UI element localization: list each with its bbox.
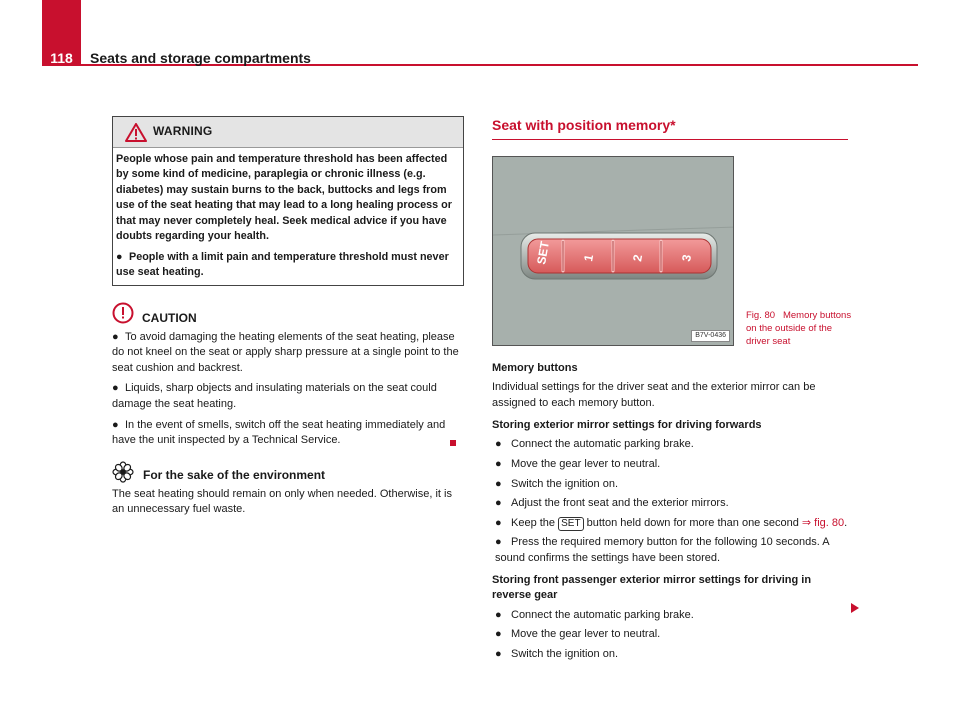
storing-step: ● Move the gear lever to neutral. — [495, 457, 661, 470]
caution-title: CAUTION — [142, 310, 197, 325]
storing-step-text: Switch the ignition on. — [511, 477, 619, 490]
figure-code: B7V-0436 — [691, 330, 730, 342]
figure-caption — [746, 310, 856, 348]
warning-body — [113, 148, 463, 285]
caution-item-text: In the event of smells, switch off the seat heating immediately and have the unit inspected by a Technical Service. — [112, 418, 446, 447]
storing-step-press: ● Press the required memory button for the following 10 seconds. A sound confirms the settings have been stored. — [495, 536, 829, 564]
storing-step: ● Switch the ignition on. — [495, 477, 619, 490]
press-text: Press the required memory button for the following 10 seconds. A sound confirms the settings have been stored. — [495, 536, 829, 564]
continue-arrow-icon — [851, 603, 859, 613]
page-number: 118 — [42, 0, 81, 66]
set-button-label: SET — [534, 239, 553, 266]
reverse-step-text: Switch the ignition on. — [511, 648, 619, 661]
storing-step: ● Connect the automatic parking brake. — [495, 438, 694, 451]
reverse-step: ● Switch the ignition on. — [495, 648, 619, 661]
keep-text-end: . — [844, 516, 848, 529]
storing-step-text: Move the gear lever to neutral. — [511, 457, 661, 470]
memory-buttons-figure — [492, 156, 734, 346]
keep-text-pre: Keep the — [511, 516, 556, 529]
warning-triangle-icon — [125, 123, 147, 142]
keep-text-post: button held down for more than one second — [586, 516, 799, 529]
page-header — [42, 0, 918, 66]
memory-button-3-label: 3 — [679, 253, 695, 263]
caution-header — [112, 300, 464, 327]
memory-button-1-label: 1 — [581, 253, 597, 263]
left-column — [112, 116, 464, 518]
storing-step-text: Adjust the front seat and the exterior mirrors. — [511, 497, 729, 510]
warning-box — [112, 116, 464, 286]
figure-caption-label: Fig. 80 — [746, 309, 776, 321]
memory-buttons-illustration — [493, 157, 734, 346]
warning-paragraph: People whose pain and temperature threshold has been affected by some kind of medicine, paraplegia or chronic illness (e.g. diabetes) may sustain burns to the back, buttocks and legs from use of the seat heating that may lead to a long healing process or that may never completely heal. Seek medical advice if you have doubts regarding your health. — [116, 153, 452, 243]
reverse-step: ● Move the gear lever to neutral. — [495, 628, 661, 641]
warning-bullet-text: People with a limit pain and temperature threshold must never use seat heating. — [116, 250, 449, 279]
reverse-step: ● Connect the automatic parking brake. — [495, 608, 694, 621]
warning-bullet — [116, 250, 459, 281]
caution-exclamation-icon — [112, 302, 134, 324]
chapter-title: Seats and storage compartments — [90, 50, 311, 66]
caution-item-text: To avoid damaging the heating elements of the seat heating, please do not kneel on the seat or apply sharp pressure at a single point to the seat cushion and backrest. — [112, 330, 459, 374]
memory-button-2-label: 2 — [630, 253, 646, 263]
figure-area — [492, 156, 850, 346]
reverse-heading: Storing front passenger exterior mirror settings for driving in reverse gear — [492, 573, 812, 602]
reverse-step-text: Move the gear lever to neutral. — [511, 628, 661, 641]
environment-text: The seat heating should remain on only when needed. Otherwise, it is an unnecessary fuel waste. — [112, 487, 452, 516]
environment-header — [112, 461, 464, 484]
caution-item: ● In the event of smells, switch off the seat heating immediately and have the unit inspected by a Technical Service. — [112, 418, 446, 447]
right-column — [492, 116, 850, 663]
reverse-step-text: Connect the automatic parking brake. — [511, 608, 694, 621]
warning-title: WARNING — [153, 124, 213, 139]
storing-step-keep-set: ● Keep the SET button held down for more than one second ⇒ fig. 80. — [495, 516, 848, 529]
bullet-dot: ● — [116, 250, 123, 263]
section-title: Seat with position memory* — [492, 116, 848, 140]
figure-caption-text: Memory buttons on the outside of the driver seat — [746, 309, 852, 347]
caution-item: ● To avoid damaging the heating elements of the seat heating, please do not kneel on the seat or apply sharp pressure at a single point to the seat cushion and backrest. — [112, 330, 459, 374]
set-key: SET — [558, 517, 583, 531]
memory-heading: Memory buttons — [492, 361, 578, 374]
caution-item: ● Liquids, sharp objects and insulating materials on the seat could damage the seat heating. — [112, 382, 437, 410]
storing-heading: Storing exterior mirror settings for driving forwards — [492, 418, 762, 431]
figure-reference-link[interactable]: ⇒ fig. 80 — [801, 516, 845, 529]
section-end-marker — [450, 440, 456, 446]
storing-step-text: Connect the automatic parking brake. — [511, 438, 694, 451]
memory-text: Individual settings for the driver seat and the exterior mirror can be assigned to each memory button. — [492, 381, 816, 410]
environment-title: For the sake of the environment — [143, 467, 326, 482]
environment-flower-icon — [112, 461, 134, 483]
caution-item-text: Liquids, sharp objects and insulating materials on the seat could damage the seat heating. — [112, 382, 437, 410]
warning-header — [113, 117, 463, 148]
storing-step: ● Adjust the front seat and the exterior mirrors. — [495, 497, 729, 510]
